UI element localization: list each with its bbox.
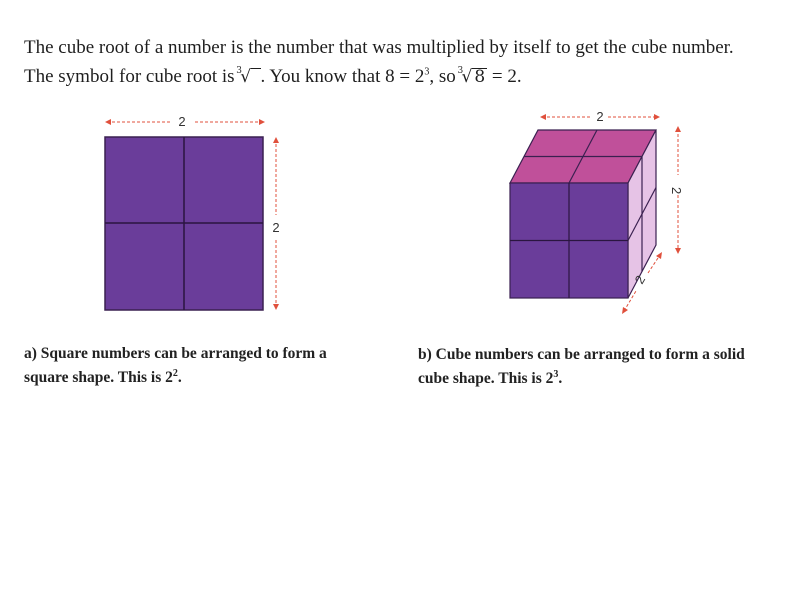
caption-a-line-2 (24, 366, 327, 390)
square-height-dimension (272, 137, 279, 310)
intro-line-2 (24, 62, 784, 92)
cube-root-overline (251, 68, 260, 86)
cube-height-dimension (669, 126, 684, 254)
intro-line-2-so: , so (429, 66, 456, 87)
cube-depth-label: 2 (631, 272, 649, 287)
square-width-dimension (105, 114, 265, 129)
cube-height-label: 2 (669, 187, 684, 195)
intro-line-2-middle: . You know that 8 = 2 (260, 66, 425, 87)
cube-root-index: 3 (236, 66, 243, 76)
cube-width-dimension (540, 109, 660, 124)
cube-figure (500, 105, 700, 320)
caption-a-text: square shape. This is 2 (24, 369, 173, 386)
intro-line-2-end: = 2. (487, 66, 522, 87)
caption-b-line-2 (418, 367, 745, 391)
square-width-label: 2 (178, 114, 186, 129)
cube-root-of-eight-index: 3 (457, 66, 464, 76)
square-figure (95, 105, 295, 320)
caption-a-period: . (177, 369, 182, 386)
caption-b-period: . (558, 370, 563, 387)
caption-a (24, 342, 327, 390)
caption-b-text: cube shape. This is 2 (418, 370, 554, 387)
intro-exponent: 3 (424, 66, 430, 78)
intro-line-1: The cube root of a number is the number that was multiplied by itself to get the cube number. (24, 37, 734, 58)
caption-b-exponent: 3 (553, 368, 559, 380)
cube-width-label: 2 (596, 109, 604, 124)
caption-a-line-1: a) Square numbers can be arranged to form a (24, 345, 327, 362)
cube-root-radicand: 8 (474, 67, 486, 87)
caption-b-line-1: b) Cube numbers can be arranged to form a solid (418, 346, 745, 363)
caption-a-exponent: 2 (172, 367, 178, 379)
caption-b (418, 343, 745, 391)
cube-root-symbol: 3 √ (239, 63, 260, 92)
intro-text (24, 33, 784, 92)
intro-line-2-start: The symbol for cube root is (24, 66, 235, 87)
square-height-label: 2 (272, 220, 280, 235)
cube-root-of-eight: 3 √ 8 (461, 63, 488, 92)
